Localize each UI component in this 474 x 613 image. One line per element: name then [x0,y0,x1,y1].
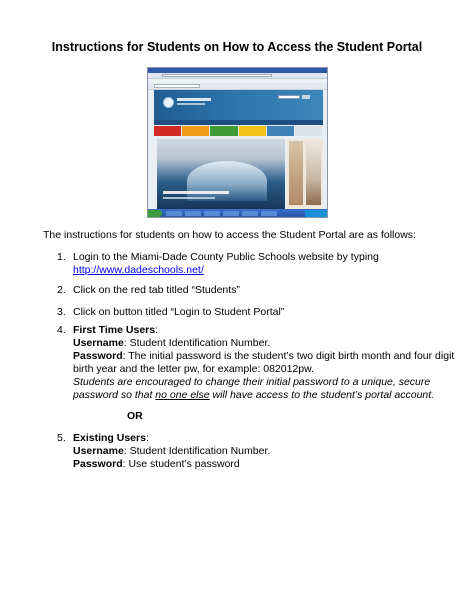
note-post: will have access to the student’s portal account. [209,389,435,401]
step-number: 3. [57,306,66,318]
password-label: Password [73,458,123,470]
username-label: Username [73,337,124,349]
site-logo-subtext [177,103,205,105]
step-4-note-line2 [73,389,434,402]
step-1-text: Login to the Miami-Dade County Public Schools website by typing [73,251,379,263]
heading-colon: : [145,432,149,444]
username-text: : Student Identification Number. [123,445,271,457]
step-5-username [73,445,270,458]
step-5-heading [73,432,149,445]
taskbar-item [223,211,239,216]
browser-tab-row [148,83,327,90]
step-number: 2. [57,284,66,296]
taskbar-item [185,211,201,216]
windows-taskbar [148,209,327,218]
site-side-images [287,139,323,209]
taskbar-item [242,211,258,216]
password-text: : The initial password is the student’s two digit birth month and four digit [122,350,455,362]
step-4-password-cont: birth year and the letter pw, for example: 082012pw. [73,363,315,375]
blue-tab [267,126,294,136]
heading-colon: : [155,324,159,336]
intro-paragraph: The instructions for students on how to access the Student Portal are as follows: [43,229,416,241]
side-image-1 [289,141,303,205]
document-title: Instructions for Students on How to Access the Student Portal [51,40,423,54]
password-label: Password [73,350,123,362]
username-label: Username [73,445,124,457]
site-colored-tabs [154,126,323,136]
site-banner [154,90,323,120]
taskbar-item [261,211,277,216]
dadeschools-link[interactable]: http://www.dadeschools.net/ [73,264,204,276]
step-5-password [73,458,240,471]
step-2-text: Click on the red tab titled “Students” [73,284,240,296]
site-logo-icon [163,97,174,108]
step-3-text: Click on button titled “Login to Student Portal” [73,306,285,318]
password-text: : Use student’s password [122,458,240,470]
note-pre: password so that [73,389,156,401]
site-search-box [278,95,300,99]
browser-tab [154,84,200,88]
site-logo-text [177,98,211,101]
wave-image [187,161,267,201]
step-number: 1. [57,251,66,263]
website-screenshot [147,67,328,218]
note-text: Students are encouraged to change their initial password to a unique, secure [73,376,431,388]
or-separator: OR [127,410,143,422]
username-text: : Student Identification Number. [123,337,271,349]
system-tray [305,210,327,217]
step-4-note-line1 [73,376,430,389]
gray-tab [295,126,322,136]
side-image-2 [306,141,321,205]
parents-tab [182,126,209,136]
existing-users-label: Existing Users [73,432,146,444]
taskbar-item [166,211,182,216]
hero-caption [163,191,229,194]
taskbar-item [204,211,220,216]
employees-tab [210,126,237,136]
site-search-button [302,95,310,99]
site-nav-bar [154,120,323,125]
step-4-heading [73,324,158,337]
site-hero-image [157,139,285,209]
step-number: 4. [57,324,66,336]
hero-subcaption [163,197,215,199]
note-underlined: no one else [155,389,210,401]
community-tab [239,126,266,136]
step-number: 5. [57,432,66,444]
students-tab [154,126,181,136]
step-4-password [73,350,454,363]
address-field [162,74,272,77]
step-4-username [73,337,270,350]
start-button [148,210,162,217]
first-time-users-label: First Time Users [73,324,156,336]
